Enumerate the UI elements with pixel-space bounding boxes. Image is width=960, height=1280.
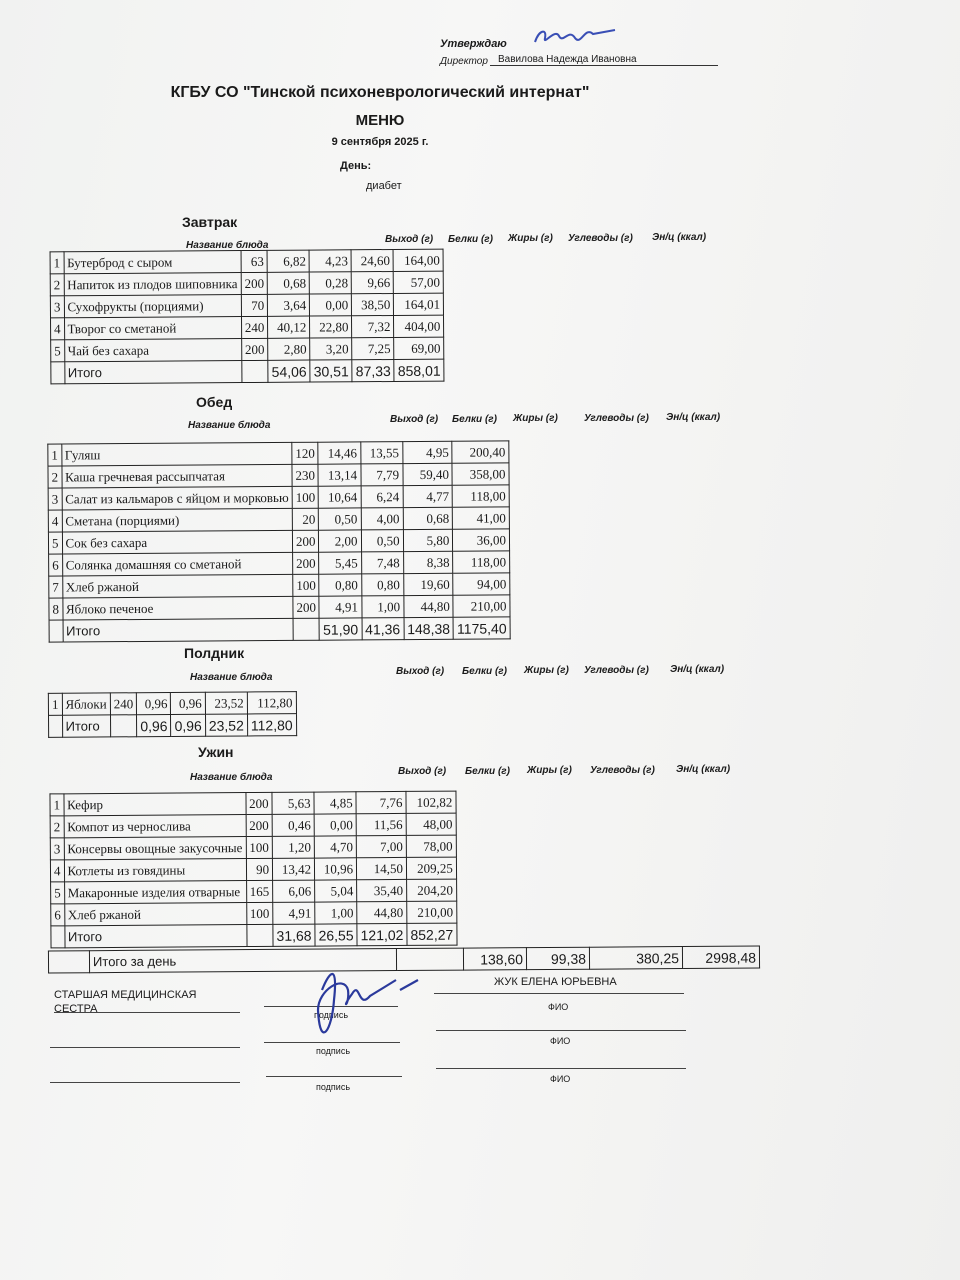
total-label: Итого — [63, 618, 294, 642]
row-number: 3 — [48, 488, 62, 510]
menu-table — [49, 791, 457, 949]
table-row — [49, 551, 510, 576]
column-header-carbs: Углеводы (г) — [590, 764, 655, 776]
section-title: Обед — [196, 394, 233, 410]
total-carbs: 148,38 — [404, 617, 454, 639]
row-number: 6 — [49, 554, 63, 576]
total-label: Итого — [64, 925, 246, 948]
total-blank — [49, 715, 63, 737]
dish-fat: 6,24 — [361, 486, 403, 508]
row-number: 5 — [51, 340, 65, 362]
sign-label: подпись — [316, 1046, 351, 1056]
row-number: 2 — [50, 816, 64, 838]
dish-fat: 0,80 — [361, 574, 403, 596]
dish-protein: 14,46 — [318, 442, 360, 464]
signature-line — [266, 1076, 402, 1077]
sign-label: подпись — [316, 1082, 351, 1092]
row-number: 7 — [49, 576, 63, 598]
dish-name: Бутерброд с сыром — [64, 251, 241, 274]
dish-energy: 36,00 — [453, 529, 510, 551]
signature-line — [50, 1047, 240, 1048]
dish-protein: 6,06 — [273, 880, 315, 902]
dish-output: 200 — [293, 596, 320, 618]
table-row — [50, 271, 443, 296]
menu-table — [47, 440, 510, 642]
dish-name: Кефир — [63, 793, 245, 816]
column-header-output: Выход (г) — [396, 666, 445, 677]
dish-output: 120 — [292, 442, 319, 464]
dish-name: Консервы овощные закусочные — [64, 837, 246, 860]
total-fat: 0,96 — [171, 714, 205, 736]
dish-name: Яблоки — [62, 693, 110, 715]
dish-carbs: 23,52 — [205, 692, 247, 714]
total-energy: 858,01 — [394, 359, 444, 381]
total-blank — [242, 360, 269, 382]
dish-output: 200 — [246, 814, 273, 836]
total-blank — [110, 715, 137, 737]
dish-carbs: 35,40 — [357, 879, 407, 901]
dish-output: 200 — [241, 338, 268, 360]
dish-energy: 48,00 — [406, 813, 456, 835]
table-row — [50, 249, 443, 274]
row-number: 4 — [50, 860, 64, 882]
dish-name: Солянка домашняя со сметаной — [62, 552, 293, 576]
section-title: Полдник — [184, 645, 245, 661]
dish-fat: 4,23 — [309, 250, 351, 272]
dish-fat: 1,00 — [315, 902, 357, 924]
total-label: Итого — [64, 361, 241, 384]
dish-protein: 5,63 — [272, 792, 314, 814]
dish-energy: 164,00 — [393, 249, 443, 271]
dish-carbs: 4,95 — [402, 441, 452, 463]
table-row — [50, 293, 443, 318]
dish-fat: 13,55 — [360, 442, 402, 464]
dish-protein: 6,82 — [267, 250, 309, 272]
dish-energy: 118,00 — [453, 551, 510, 573]
dish-output: 100 — [293, 574, 320, 596]
dish-name: Сметана (порциями) — [62, 508, 293, 532]
signature-line — [436, 1030, 686, 1031]
dish-output: 200 — [241, 272, 268, 294]
dish-output: 240 — [110, 693, 137, 715]
column-header-carbs: Углеводы (г) — [584, 664, 649, 676]
dish-name: Хлеб ржаной — [64, 903, 246, 926]
dish-energy: 210,00 — [453, 595, 510, 617]
column-header-fat: Жиры (г) — [513, 413, 558, 425]
row-number: 3 — [50, 296, 64, 318]
column-header-fat: Жиры (г) — [524, 665, 569, 677]
dish-energy: 112,80 — [247, 692, 296, 714]
dish-output: 90 — [246, 858, 273, 880]
table-row — [48, 692, 296, 716]
sign-label: подпись — [314, 1010, 349, 1020]
column-header-output: Выход (г) — [390, 414, 439, 425]
dish-protein: 10,64 — [319, 486, 361, 508]
dish-fat: 10,96 — [315, 858, 357, 880]
table-row — [48, 529, 509, 554]
dish-name: Сок без сахара — [62, 530, 293, 554]
dish-protein: 1,20 — [272, 836, 314, 858]
row-number: 4 — [48, 510, 62, 532]
column-header-carbs: Углеводы (г) — [584, 412, 649, 424]
approve-label: Утверждаю — [440, 38, 507, 50]
dish-fat: 0,28 — [310, 272, 352, 294]
menu-date: 9 сентября 2025 г. — [331, 136, 429, 148]
dish-fat: 4,00 — [361, 508, 403, 530]
dish-output: 100 — [246, 902, 273, 924]
column-header-energy: Эн/ц (ккал) — [652, 232, 707, 244]
dish-energy: 78,00 — [406, 835, 456, 857]
table-row — [50, 813, 456, 838]
table-row — [49, 573, 510, 598]
dish-protein: 2,00 — [319, 530, 361, 552]
dish-carbs: 44,80 — [357, 901, 407, 923]
menu-table — [50, 249, 445, 385]
dish-fat: 22,80 — [310, 316, 352, 338]
dish-carbs: 9,66 — [352, 271, 394, 293]
total-fat: 41,36 — [362, 618, 404, 640]
dish-output: 200 — [293, 552, 320, 574]
dish-name: Хлеб ржаной — [62, 574, 293, 598]
table-row — [51, 337, 444, 362]
column-header-fat: Жиры (г) — [527, 765, 572, 777]
day-total-energy: 2998,48 — [682, 946, 759, 969]
row-number: 1 — [50, 794, 64, 816]
table-row — [48, 485, 509, 510]
dish-carbs: 7,76 — [356, 791, 406, 813]
dish-carbs: 19,60 — [403, 573, 453, 595]
diet-type: диабет — [366, 180, 402, 192]
total-carbs: 121,02 — [357, 923, 407, 945]
dish-name: Компот из чернослива — [64, 815, 246, 838]
day-total-label: Итого за день — [89, 949, 396, 973]
fio-label: ФИО — [548, 1002, 569, 1012]
dish-protein: 0,46 — [272, 814, 314, 836]
dish-energy: 69,00 — [394, 337, 444, 359]
day-total-carbs: 380,25 — [589, 947, 682, 970]
total-carbs: 87,33 — [352, 359, 394, 381]
table-row — [48, 507, 509, 532]
dish-fat: 0,00 — [310, 294, 352, 316]
dish-protein: 3,64 — [268, 294, 310, 316]
dish-fat: 5,04 — [315, 880, 357, 902]
signature-line — [50, 1082, 240, 1083]
total-row — [51, 359, 444, 384]
table-row — [48, 463, 509, 488]
column-header-name: Название блюда — [190, 672, 273, 683]
signature-line — [54, 1012, 240, 1013]
dish-energy: 210,00 — [407, 901, 457, 923]
column-header-output: Выход (г) — [385, 234, 434, 245]
dish-fat: 4,70 — [314, 836, 356, 858]
total-protein: 54,06 — [268, 360, 310, 382]
dish-protein: 40,12 — [268, 316, 310, 338]
dish-name: Напиток из плодов шиповника — [64, 273, 241, 296]
dish-name: Каша гречневая рассыпчатая — [61, 464, 292, 488]
dish-fat: 4,85 — [314, 792, 356, 814]
column-header-protein: Белки (г) — [452, 413, 497, 425]
dish-fat: 3,20 — [310, 338, 352, 360]
dish-fat: 0,00 — [314, 814, 356, 836]
column-header-output: Выход (г) — [398, 766, 447, 777]
dish-carbs: 8,38 — [403, 551, 453, 573]
dish-carbs: 14,50 — [357, 857, 407, 879]
total-blank — [293, 618, 320, 640]
row-number: 1 — [48, 693, 62, 715]
dish-name: Чай без сахара — [64, 339, 241, 362]
nurse-title-line1: СТАРШАЯ МЕДИЦИНСКАЯ — [54, 989, 197, 1001]
column-header-name: Название блюда — [188, 420, 271, 431]
dish-protein: 4,91 — [319, 596, 361, 618]
column-header-energy: Эн/ц (ккал) — [676, 764, 731, 776]
page-title: МЕНЮ — [355, 112, 405, 129]
day-total-protein: 138,60 — [463, 948, 526, 970]
total-fat: 26,55 — [315, 924, 357, 946]
table-row — [49, 595, 510, 620]
dish-carbs: 11,56 — [356, 813, 406, 835]
section-title: Завтрак — [182, 214, 238, 230]
dish-fat: 7,48 — [361, 552, 403, 574]
row-number: 4 — [51, 318, 65, 340]
dish-fat: 0,50 — [361, 530, 403, 552]
row-number: 2 — [48, 466, 62, 488]
dish-energy: 358,00 — [452, 463, 509, 485]
dish-output: 165 — [246, 880, 273, 902]
dish-carbs: 44,80 — [403, 595, 453, 617]
section-title: Ужин — [198, 744, 234, 760]
dish-energy: 200,40 — [452, 441, 509, 463]
dish-name: Котлеты из говядины — [64, 859, 246, 882]
dish-name: Сухофрукты (порциями) — [64, 295, 241, 318]
dish-name: Гуляш — [61, 442, 292, 466]
dish-output: 200 — [246, 792, 273, 814]
dish-output: 200 — [292, 530, 319, 552]
row-number: 5 — [48, 532, 62, 554]
fio-label: ФИО — [550, 1074, 571, 1084]
total-protein: 31,68 — [273, 924, 315, 946]
dish-protein: 4,91 — [273, 902, 315, 924]
total-energy: 852,27 — [407, 923, 457, 945]
dish-carbs: 7,25 — [352, 337, 394, 359]
dish-protein: 0,96 — [137, 693, 171, 715]
dish-name: Яблоко печеное — [62, 596, 293, 620]
total-protein: 51,90 — [320, 618, 362, 640]
dish-protein: 0,68 — [267, 272, 309, 294]
dish-carbs: 7,32 — [352, 315, 394, 337]
dish-protein: 13,14 — [318, 464, 360, 486]
total-blank — [49, 620, 63, 642]
day-total-fat: 99,38 — [526, 947, 589, 969]
dish-name: Салат из кальмаров с яйцом и морковью — [62, 486, 293, 510]
total-protein: 0,96 — [137, 715, 171, 737]
dish-energy: 164,01 — [394, 293, 444, 315]
column-header-name: Название блюда — [186, 240, 269, 251]
table-row — [51, 901, 457, 926]
signature-line — [436, 1068, 686, 1069]
column-header-energy: Эн/ц (ккал) — [670, 664, 725, 676]
dish-output: 240 — [241, 316, 268, 338]
row-number: 6 — [51, 904, 65, 926]
table-row — [51, 315, 444, 340]
organization-title: КГБУ СО "Тинской психоневрологический интернат" — [170, 84, 590, 101]
column-header-energy: Эн/ц (ккал) — [666, 412, 721, 424]
dish-protein: 0,50 — [319, 508, 361, 530]
dish-energy: 94,00 — [453, 573, 510, 595]
row-number: 2 — [50, 274, 64, 296]
dish-energy: 57,00 — [394, 271, 444, 293]
total-blank — [51, 362, 65, 384]
row-number: 8 — [49, 598, 63, 620]
dish-carbs: 59,40 — [403, 463, 453, 485]
dish-energy: 102,82 — [406, 791, 456, 813]
row-number: 5 — [51, 882, 65, 904]
dish-energy: 404,00 — [394, 315, 444, 337]
dish-energy: 41,00 — [453, 507, 510, 529]
dish-protein: 13,42 — [272, 858, 314, 880]
table-row — [51, 879, 457, 904]
menu-table — [48, 691, 297, 738]
total-label: Итого — [62, 715, 110, 737]
dish-fat: 7,79 — [360, 464, 402, 486]
row-number: 1 — [48, 444, 62, 466]
table-row — [50, 857, 456, 882]
row-number: 1 — [50, 252, 64, 274]
total-row — [49, 714, 297, 738]
column-header-protein: Белки (г) — [465, 765, 510, 777]
nurse-signature-icon — [300, 950, 430, 1060]
dish-carbs: 38,50 — [352, 293, 394, 315]
signer-name: ЖУК ЕЛЕНА ЮРЬЕВНА — [494, 976, 617, 988]
director-label: Директор — [440, 56, 488, 67]
dish-output: 100 — [246, 836, 273, 858]
total-row — [51, 923, 457, 948]
column-header-carbs: Углеводы (г) — [568, 232, 633, 244]
day-label: День: — [340, 160, 372, 172]
row-number: 3 — [50, 838, 64, 860]
nurse-title-line2: СЕСТРА — [54, 1003, 98, 1015]
dish-energy: 204,20 — [407, 879, 457, 901]
column-header-fat: Жиры (г) — [508, 233, 553, 245]
dish-energy: 118,00 — [453, 485, 510, 507]
director-signature-icon — [525, 22, 620, 52]
dish-protein: 2,80 — [268, 338, 310, 360]
dish-protein: 5,45 — [319, 552, 361, 574]
total-blank — [51, 926, 65, 948]
dish-name: Творог со сметаной — [64, 317, 241, 340]
dish-output: 70 — [241, 294, 268, 316]
column-header-name: Название блюда — [190, 772, 273, 783]
dish-carbs: 5,80 — [403, 529, 453, 551]
dish-fat: 1,00 — [361, 596, 403, 618]
dish-carbs: 24,60 — [351, 249, 393, 271]
dish-carbs: 0,68 — [403, 507, 453, 529]
dish-output: 230 — [292, 464, 319, 486]
table-row — [50, 791, 456, 816]
dish-carbs: 7,00 — [356, 835, 406, 857]
fio-label: ФИО — [550, 1036, 571, 1046]
dish-output: 20 — [292, 508, 319, 530]
dish-carbs: 4,77 — [403, 485, 453, 507]
total-energy: 1175,40 — [453, 617, 510, 639]
total-energy: 112,80 — [247, 714, 296, 736]
dish-output: 100 — [292, 486, 319, 508]
column-header-protein: Белки (г) — [462, 665, 507, 677]
dish-name: Макаронные изделия отварные — [64, 881, 246, 904]
signature-line — [434, 993, 684, 994]
director-name: Вавилова Надежда Ивановна — [490, 54, 718, 66]
dish-protein: 0,80 — [319, 574, 361, 596]
dish-output: 63 — [241, 250, 268, 272]
table-row — [48, 441, 509, 466]
total-carbs: 23,52 — [205, 714, 247, 736]
dish-energy: 209,25 — [406, 857, 456, 879]
column-header-protein: Белки (г) — [448, 233, 493, 245]
total-fat: 30,51 — [310, 360, 352, 382]
total-row — [49, 617, 510, 642]
total-blank — [246, 924, 273, 946]
dish-fat: 0,96 — [171, 692, 205, 714]
table-row — [50, 835, 456, 860]
